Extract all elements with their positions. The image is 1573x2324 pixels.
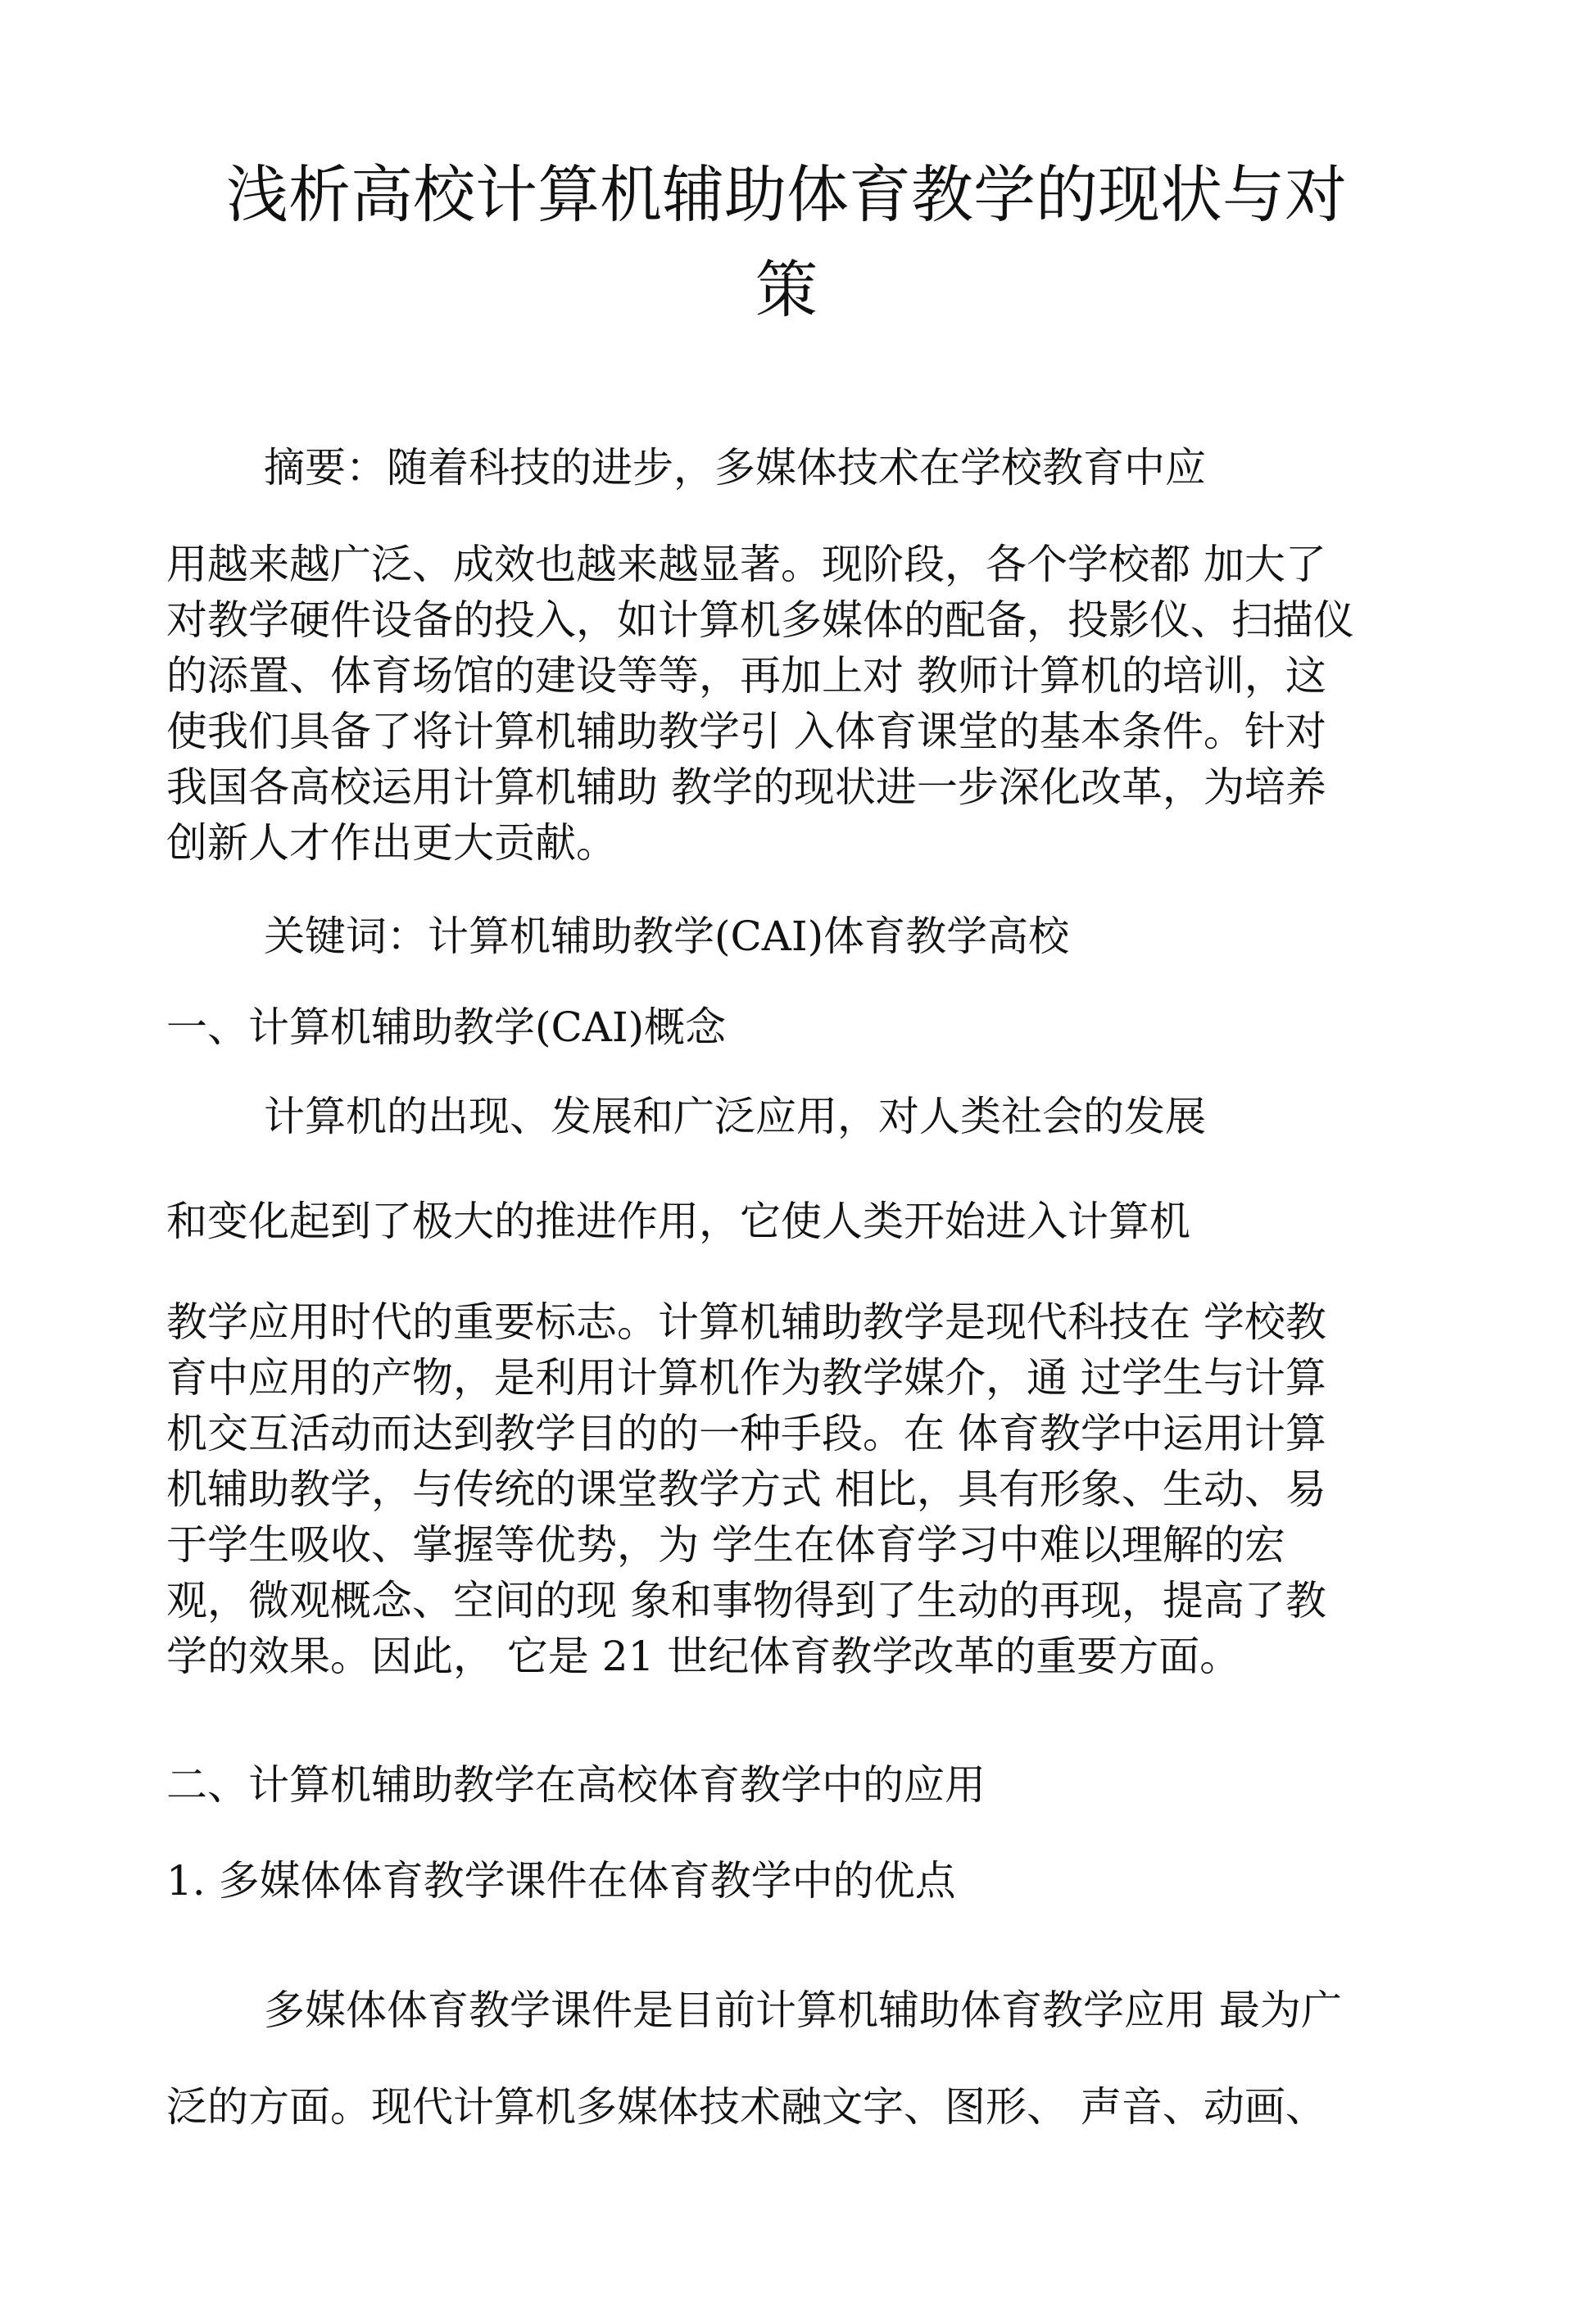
paragraph-line: 机交互活动而达到教学目的的一种手段。在 体育教学中运用计算	[166, 1410, 1326, 1457]
paragraph-line: 计算机的出现、发展和广泛应用，对人类社会的发展	[264, 1093, 1206, 1140]
abstract-line: 使我们具备了将计算机辅助教学引 入体育课堂的基本条件。针对	[166, 708, 1326, 755]
paragraph-line: 于学生吸收、掌握等优势，为 学生在体育学习中难以理解的宏	[166, 1521, 1285, 1569]
abstract-line: 我国各高校运用计算机辅助 教学的现状进一步深化改革，为培养	[166, 763, 1326, 811]
document-title: 浅析高校计算机辅助体育教学的现状与对 策	[226, 158, 1347, 326]
paragraph-line: 泛的方面。现代计算机多媒体技术融文字、图形、 声音、动画、	[166, 2083, 1326, 2131]
abstract-line: 摘要：随着科技的进步，多媒体技术在学校教育中应	[264, 444, 1206, 492]
abstract-line: 创新人才作出更大贡献。	[166, 819, 617, 867]
section-heading: 一、计算机辅助教学(CAI)概念	[166, 1003, 727, 1051]
paragraph-line: 和变化起到了极大的推进作用，它使人类开始进入计算机	[166, 1198, 1190, 1245]
subsection-heading: 1. 多媒体体育教学课件在体育教学中的优点	[166, 1857, 956, 1905]
abstract-line: 对教学硬件设备的投入，如计算机多媒体的配备，投影仪、扫描仪	[166, 596, 1354, 644]
paragraph-line: 育中应用的产物，是利用计算机作为教学媒介，通 过学生与计算	[166, 1354, 1326, 1402]
keywords-line: 关键词：计算机辅助教学(CAI)体育教学高校	[264, 913, 1070, 960]
abstract-line: 用越来越广泛、成效也越来越显著。现阶段，各个学校都 加大了	[166, 541, 1326, 588]
paragraph-line: 多媒体体育教学课件是目前计算机辅助体育教学应用 最为广	[264, 1986, 1342, 2034]
paragraph-line: 观，微观概念、空间的现 象和事物得到了生动的再现，提高了教	[166, 1577, 1326, 1624]
paragraph-line: 学的效果。因此， 它是 21 世纪体育教学改革的重要方面。	[166, 1633, 1241, 1680]
paragraph-line: 机辅助教学，与传统的课堂教学方式 相比，具有形象、生动、易	[166, 1466, 1326, 1513]
paragraph-line: 教学应用时代的重要标志。计算机辅助教学是现代科技在 学校教	[166, 1298, 1326, 1346]
section-heading: 二、计算机辅助教学在高校体育教学中的应用	[166, 1761, 986, 1809]
abstract-line: 的添置、体育场馆的建设等等，再加上对 教师计算机的培训，这	[166, 652, 1326, 700]
